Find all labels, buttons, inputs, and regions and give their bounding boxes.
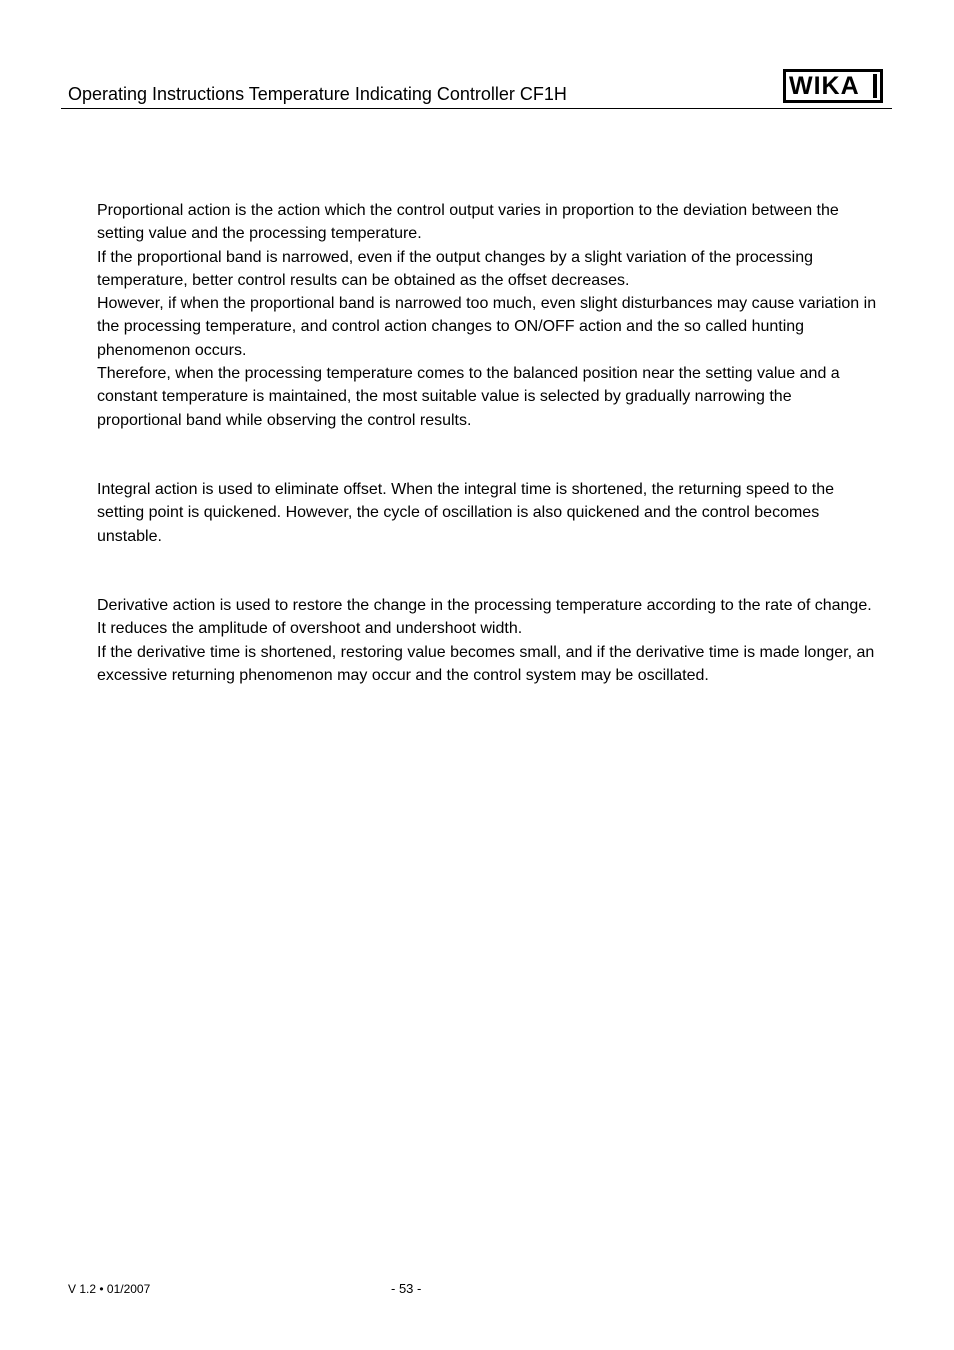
paragraph: Integral action is used to eliminate offset. When the integral time is shortened, the returning speed to the setting point is quickened. However, the cycle of oscillation is also quickened and the control becomes unstable.	[97, 481, 835, 545]
footer-page-number: - 53 -	[391, 1281, 422, 1296]
wika-logo	[783, 69, 883, 103]
section-integral-action	[97, 478, 877, 548]
paragraph: Therefore, when the processing temperature comes to the balanced position near the setting value and a constant temperature is maintained, the most suitable value is selected by gradually narrowing the proportional band while observing the control results.	[97, 365, 840, 429]
section-derivative-action	[97, 594, 877, 687]
paragraph: If the proportional band is narrowed, even if the output changes by a slight variation of the processing temperature, better control results can be obtained as the offset decreases.	[97, 248, 813, 289]
header-divider	[61, 108, 892, 109]
section-proportional-action	[97, 199, 877, 432]
footer-version: V 1.2 • 01/2007	[68, 1282, 151, 1296]
paragraph: Derivative action is used to restore the change in the processing temperature according to the rate of change. It reduces the amplitude of overshoot and undershoot width.	[97, 597, 872, 638]
page-header-title: Operating Instructions Temperature Indicating Controller CF1H	[68, 84, 567, 104]
paragraph: Proportional action is the action which the control output varies in proportion to the deviation between the setting value and the processing temperature.	[97, 202, 839, 243]
wika-logo-bar	[873, 74, 877, 98]
wika-logo-text: WIKA	[789, 71, 860, 100]
paragraph: However, if when the proportional band is narrowed too much, even slight disturbances may cause variation in the processing temperature, and control action changes to ON/OFF action and the so called hunting phenomenon occurs.	[97, 295, 877, 359]
paragraph: If the derivative time is shortened, restoring value becomes small, and if the derivative time is made longer, an excessive returning phenomenon may occur and the control system may be oscillated.	[97, 643, 875, 684]
